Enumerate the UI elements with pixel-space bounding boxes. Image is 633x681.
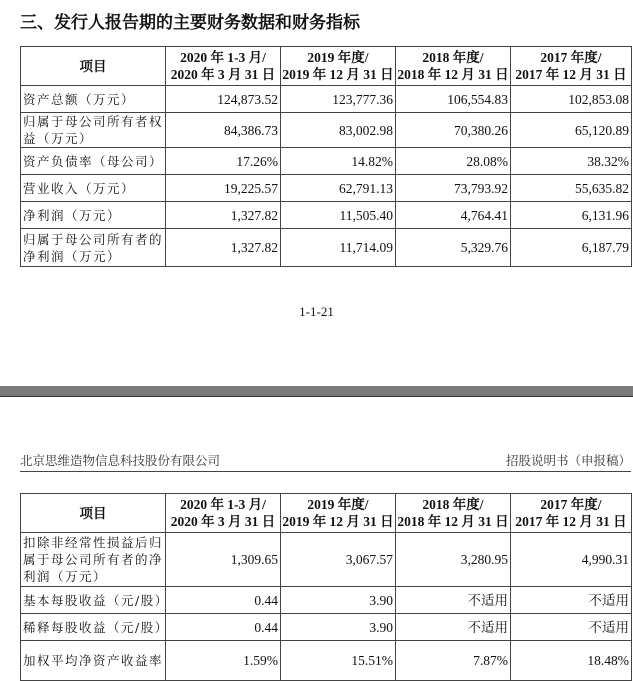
cell-value: 4,990.31: [511, 533, 632, 587]
table-row: [21, 587, 632, 614]
header-period: [281, 494, 396, 533]
cell-value: 6,187.79: [511, 229, 632, 267]
header-line: 2020 年 3 月 31 日: [170, 514, 276, 529]
header-line: 2020 年 1-3 月/: [180, 497, 266, 512]
cell-value: 1,309.65: [166, 533, 281, 587]
cell-value: 102,853.08: [511, 86, 632, 113]
header-period: [511, 47, 632, 86]
header-line: 2018 年 12 月 31 日: [397, 514, 509, 529]
row-label: 营业收入（万元）: [21, 175, 166, 202]
page-separator: [0, 386, 633, 397]
header-period: [166, 47, 281, 86]
financial-table-1: [20, 46, 632, 267]
table-row: [21, 614, 632, 641]
cell-value: 124,873.52: [166, 86, 281, 113]
cell-value: 1,327.82: [166, 202, 281, 229]
header-line: 2017 年 12 月 31 日: [515, 67, 627, 82]
cell-value: 不适用: [396, 614, 511, 641]
row-label: 归属于母公司所有者的净利润（万元）: [21, 229, 166, 267]
table-row: [21, 86, 632, 113]
table-row: [21, 113, 632, 148]
cell-value: 123,777.36: [281, 86, 396, 113]
row-label: 净利润（万元）: [21, 202, 166, 229]
cell-value: 不适用: [396, 587, 511, 614]
cell-value: 55,635.82: [511, 175, 632, 202]
cell-value: 0.44: [166, 614, 281, 641]
cell-value: 14.82%: [281, 148, 396, 175]
cell-value: 28.08%: [396, 148, 511, 175]
table-row: [21, 641, 632, 681]
row-label: 加权平均净资产收益率: [21, 641, 166, 681]
header-period: [281, 47, 396, 86]
section-title: 三、发行人报告期的主要财务数据和财务指标: [20, 13, 360, 33]
cell-value: 11,505.40: [281, 202, 396, 229]
header-line: 2018 年度/: [422, 497, 484, 512]
cell-value: 15.51%: [281, 641, 396, 681]
cell-value: 3,280.95: [396, 533, 511, 587]
cell-value: 83,002.98: [281, 113, 396, 148]
header-line: 2019 年度/: [307, 497, 369, 512]
header-period: [396, 494, 511, 533]
cell-value: 65,120.89: [511, 113, 632, 148]
document-name: 招股说明书（申报稿）: [505, 453, 631, 468]
cell-value: 19,225.57: [166, 175, 281, 202]
page-number: 1-1-21: [299, 304, 334, 319]
cell-value: 38.32%: [511, 148, 632, 175]
table-row: [21, 202, 632, 229]
header-period: [166, 494, 281, 533]
header-line: 2018 年 12 月 31 日: [397, 67, 509, 82]
header-period: [511, 494, 632, 533]
cell-value: 6,131.96: [511, 202, 632, 229]
header-line: 2017 年度/: [540, 497, 602, 512]
header-item: 项目: [21, 47, 166, 86]
header-line: 2020 年 3 月 31 日: [170, 67, 276, 82]
cell-value: 70,380.26: [396, 113, 511, 148]
cell-value: 5,329.76: [396, 229, 511, 267]
cell-value: 0.44: [166, 587, 281, 614]
table-row: [21, 148, 632, 175]
cell-value: 11,714.09: [281, 229, 396, 267]
page-header: [20, 452, 631, 472]
cell-value: 3.90: [281, 614, 396, 641]
row-label: 资产总额（万元）: [21, 86, 166, 113]
cell-value: 84,386.73: [166, 113, 281, 148]
header-line: 2019 年 12 月 31 日: [282, 67, 394, 82]
financial-table-2: [20, 493, 632, 681]
row-label: 扣除非经常性损益后归属于母公司所有者的净利润（万元）: [21, 533, 166, 587]
row-label: 基本每股收益（元/股）: [21, 587, 166, 614]
cell-value: 3,067.57: [281, 533, 396, 587]
cell-value: 62,791.13: [281, 175, 396, 202]
header-item: 项目: [21, 494, 166, 533]
cell-value: 不适用: [511, 587, 632, 614]
row-label: 资产负债率（母公司）: [21, 148, 166, 175]
header-line: 2019 年 12 月 31 日: [282, 514, 394, 529]
cell-value: 106,554.83: [396, 86, 511, 113]
row-label: 归属于母公司所有者权益（万元）: [21, 113, 166, 148]
cell-value: 不适用: [511, 614, 632, 641]
cell-value: 18.48%: [511, 641, 632, 681]
header-line: 2020 年 1-3 月/: [180, 50, 266, 65]
table-row: [21, 175, 632, 202]
header-line: 2017 年度/: [540, 50, 602, 65]
cell-value: 7.87%: [396, 641, 511, 681]
table-row: [21, 533, 632, 587]
cell-value: 1.59%: [166, 641, 281, 681]
row-label: 稀释每股收益（元/股）: [21, 614, 166, 641]
header-line: 2019 年度/: [307, 50, 369, 65]
header-period: [396, 47, 511, 86]
cell-value: 17.26%: [166, 148, 281, 175]
cell-value: 3.90: [281, 587, 396, 614]
cell-value: 1,327.82: [166, 229, 281, 267]
table-row: [21, 229, 632, 267]
header-row: [21, 47, 632, 86]
header-line: 2017 年 12 月 31 日: [515, 514, 627, 529]
company-name: 北京思维造物信息科技股份有限公司: [20, 453, 221, 468]
header-row: [21, 494, 632, 533]
header-line: 2018 年度/: [422, 50, 484, 65]
cell-value: 4,764.41: [396, 202, 511, 229]
cell-value: 73,793.92: [396, 175, 511, 202]
